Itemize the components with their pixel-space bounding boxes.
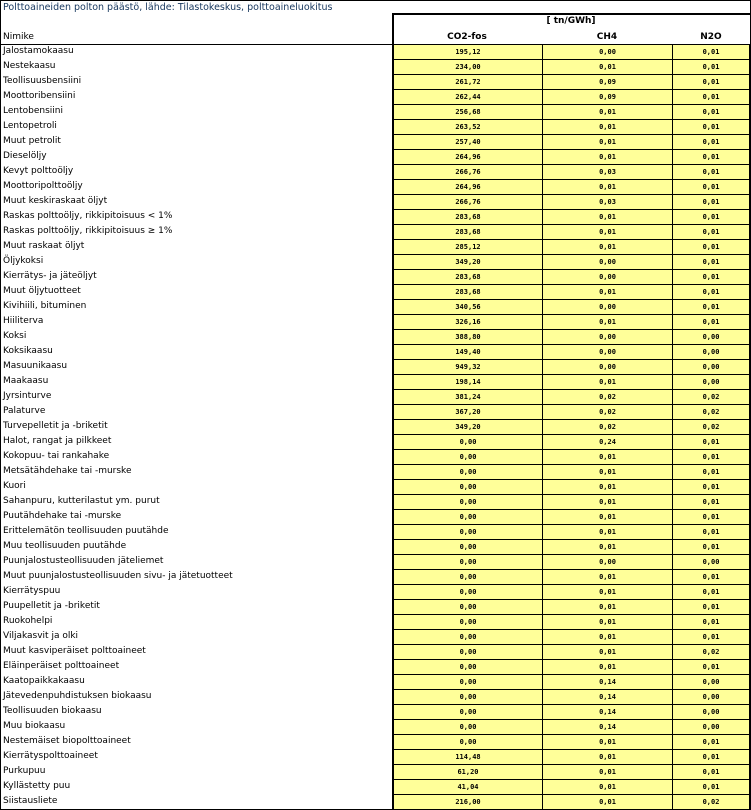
n2o-cell[interactable]: 0,02 [672,795,750,810]
ch4-cell[interactable]: 0,01 [542,450,672,465]
co2-cell[interactable]: 0,00 [392,675,542,690]
row-name: Muu teollisuuden puutähde [3,541,127,551]
ch4-cell[interactable]: 0,01 [542,630,672,645]
row-name: Lentobensiini [3,106,63,116]
ch4-cell[interactable]: 0,01 [542,375,672,390]
row-name: Dieselöljy [3,151,47,161]
table-row [1,705,751,720]
row-name: Muut kasviperäiset polttoaineet [3,646,146,656]
co2-cell[interactable]: 198,14 [392,375,542,390]
row-name: Halot, rangat ja pilkkeet [3,436,112,446]
ch4-cell[interactable]: 0,01 [542,510,672,525]
ch4-cell[interactable]: 0,01 [542,240,672,255]
table-row [1,60,751,75]
column-header-co2: CO2-fos [447,32,487,42]
n2o-cell[interactable]: 0,01 [672,180,750,195]
row-name: Nestemäiset biopolttoaineet [3,736,131,746]
ch4-cell[interactable]: 0,01 [542,795,672,810]
ch4-cell[interactable]: 0,09 [542,75,672,90]
n2o-cell[interactable]: 0,01 [672,780,750,795]
co2-cell[interactable]: 0,00 [392,540,542,555]
ch4-cell[interactable]: 0,01 [542,120,672,135]
row-name: Kuori [3,481,26,491]
row-name: Viljakasvit ja olki [3,631,79,641]
co2-cell[interactable]: 349,20 [392,420,542,435]
n2o-cell[interactable]: 0,01 [672,315,750,330]
ch4-cell[interactable]: 0,01 [542,525,672,540]
table-row [1,405,751,420]
row-name: Sahanpuru, kutterilastut ym. purut [3,496,160,506]
n2o-cell[interactable]: 0,01 [672,540,750,555]
ch4-cell[interactable]: 0,00 [542,555,672,570]
n2o-cell[interactable]: 0,01 [672,240,750,255]
ch4-cell[interactable]: 0,00 [542,345,672,360]
co2-cell[interactable]: 266,76 [392,165,542,180]
row-name: Muut raskaat öljyt [3,241,85,251]
co2-cell[interactable]: 381,24 [392,390,542,405]
ch4-cell[interactable]: 0,01 [542,585,672,600]
n2o-cell[interactable]: 0,01 [672,525,750,540]
ch4-cell[interactable]: 0,01 [542,210,672,225]
n2o-cell[interactable]: 0,00 [672,720,750,735]
table-row [1,360,751,375]
row-name: Puutähdehake tai -murske [3,511,122,521]
table-row [1,675,751,690]
co2-cell[interactable]: 388,80 [392,330,542,345]
table-row [1,585,751,600]
n2o-cell[interactable]: 0,01 [672,120,750,135]
row-name: Purkupuu [3,766,46,776]
n2o-cell[interactable]: 0,01 [672,285,750,300]
unit-label: [ tn/GWh] [546,16,596,26]
ch4-cell[interactable]: 0,01 [542,225,672,240]
n2o-cell[interactable]: 0,01 [672,195,750,210]
table-row [1,720,751,735]
co2-cell[interactable]: 340,56 [392,300,542,315]
row-name: Koksi [3,331,27,341]
n2o-cell[interactable]: 0,00 [672,690,750,705]
n2o-cell[interactable]: 0,01 [672,495,750,510]
co2-cell[interactable]: 262,44 [392,90,542,105]
ch4-cell[interactable]: 0,01 [542,540,672,555]
co2-cell[interactable]: 61,20 [392,765,542,780]
n2o-cell[interactable]: 0,01 [672,150,750,165]
table-row [1,600,751,615]
co2-cell[interactable]: 264,96 [392,150,542,165]
ch4-cell[interactable]: 0,00 [542,360,672,375]
n2o-cell[interactable]: 0,01 [672,90,750,105]
row-name: Muut öljytuotteet [3,286,81,296]
n2o-cell[interactable]: 0,00 [672,360,750,375]
row-name: Maakaasu [3,376,49,386]
n2o-cell[interactable]: 0,02 [672,405,750,420]
table-row [1,780,751,795]
row-name: Erittelemätön teollisuuden puutähde [3,526,169,536]
co2-cell[interactable]: 0,00 [392,495,542,510]
row-name: Kierrätys- ja jäteöljyt [3,271,97,281]
n2o-cell[interactable]: 0,01 [672,600,750,615]
n2o-cell[interactable]: 0,02 [672,420,750,435]
n2o-cell[interactable]: 0,01 [672,45,750,60]
n2o-cell[interactable]: 0,01 [672,435,750,450]
table-row [1,435,751,450]
table-row [1,420,751,435]
n2o-cell[interactable]: 0,00 [672,555,750,570]
row-name: Kyllästetty puu [3,781,71,791]
table-row [1,660,751,675]
column-header-name: Nimike [3,32,34,42]
ch4-cell[interactable]: 0,01 [542,765,672,780]
n2o-cell[interactable]: 0,01 [672,270,750,285]
table-row [1,645,751,660]
n2o-cell[interactable]: 0,01 [672,510,750,525]
table-row [1,540,751,555]
n2o-cell[interactable]: 0,00 [672,375,750,390]
row-name: Teollisuusbensiini [3,76,82,86]
co2-cell[interactable]: 0,00 [392,720,542,735]
co2-cell[interactable]: 285,12 [392,240,542,255]
ch4-cell[interactable]: 0,00 [542,330,672,345]
table-row [1,555,751,570]
row-name: Lentopetroli [3,121,57,131]
sheet-title: Polttoaineiden polton päästö, lähde: Tilastokeskus, polttoaineluokitus [3,2,333,13]
table-row [1,390,751,405]
ch4-cell[interactable]: 0,01 [542,660,672,675]
table-row [1,90,751,105]
co2-cell[interactable]: 283,68 [392,210,542,225]
co2-cell[interactable]: 0,00 [392,435,542,450]
table-row [1,630,751,645]
row-name: Kevyt polttoöljy [3,166,74,176]
n2o-cell[interactable]: 0,01 [672,210,750,225]
ch4-cell[interactable]: 0,00 [542,300,672,315]
n2o-cell[interactable]: 0,01 [672,480,750,495]
row-name: Muut petrolit [3,136,61,146]
co2-cell[interactable]: 0,00 [392,510,542,525]
row-name: Muut keskiraskaat öljyt [3,196,108,206]
table-row [1,45,751,60]
co2-cell[interactable]: 349,20 [392,255,542,270]
n2o-cell[interactable]: 0,00 [672,705,750,720]
n2o-cell[interactable]: 0,01 [672,75,750,90]
co2-cell[interactable]: 149,40 [392,345,542,360]
row-name: Koksikaasu [3,346,53,356]
ch4-cell[interactable]: 0,00 [542,255,672,270]
row-name: Eläinperäiset polttoaineet [3,661,120,671]
row-name: Öljykoksi [3,256,44,266]
n2o-cell[interactable]: 0,01 [672,255,750,270]
ch4-cell[interactable]: 0,01 [542,750,672,765]
ch4-cell[interactable]: 0,01 [542,645,672,660]
ch4-cell[interactable]: 0,01 [542,495,672,510]
co2-cell[interactable]: 326,16 [392,315,542,330]
table-row [1,330,751,345]
table-row [1,105,751,120]
n2o-cell[interactable]: 0,01 [672,465,750,480]
co2-cell[interactable]: 0,00 [392,600,542,615]
row-name: Kaatopaikkakaasu [3,676,85,686]
co2-cell[interactable]: 216,00 [392,795,542,810]
table-row [1,135,751,150]
table-row [1,495,751,510]
co2-cell[interactable]: 283,68 [392,225,542,240]
co2-cell[interactable]: 0,00 [392,585,542,600]
n2o-cell[interactable]: 0,01 [672,750,750,765]
table-row [1,450,751,465]
ch4-cell[interactable]: 0,00 [542,270,672,285]
n2o-cell[interactable]: 0,01 [672,585,750,600]
n2o-cell[interactable]: 0,01 [672,615,750,630]
table-row [1,570,751,585]
ch4-cell[interactable]: 0,09 [542,90,672,105]
ch4-cell[interactable]: 0,01 [542,315,672,330]
row-name: Nestekaasu [3,61,56,71]
row-name: Jyrsinturve [3,391,52,401]
co2-cell[interactable]: 0,00 [392,480,542,495]
co2-cell[interactable]: 41,04 [392,780,542,795]
table-row [1,225,751,240]
table-row [1,525,751,540]
column-header-n2o: N2O [700,32,722,42]
table-row [1,795,751,810]
table-row [1,210,751,225]
n2o-cell[interactable]: 0,01 [672,225,750,240]
ch4-cell[interactable]: 0,00 [542,45,672,60]
ch4-cell[interactable]: 0,01 [542,285,672,300]
n2o-cell[interactable]: 0,00 [672,330,750,345]
co2-cell[interactable]: 0,00 [392,705,542,720]
row-name: Raskas polttoöljy, rikkipitoisuus ≥ 1% [3,226,173,236]
row-name: Masuunikaasu [3,361,68,371]
co2-cell[interactable]: 0,00 [392,645,542,660]
table-row [1,480,751,495]
n2o-cell[interactable]: 0,01 [672,165,750,180]
n2o-cell[interactable]: 0,01 [672,660,750,675]
table-row [1,300,751,315]
ch4-cell[interactable]: 0,01 [542,735,672,750]
ch4-cell[interactable]: 0,01 [542,615,672,630]
co2-cell[interactable]: 0,00 [392,525,542,540]
table-body [1,45,751,810]
ch4-cell[interactable]: 0,14 [542,720,672,735]
table-row [1,120,751,135]
table-row [1,180,751,195]
ch4-cell[interactable]: 0,14 [542,690,672,705]
table-row [1,765,751,780]
co2-cell[interactable]: 195,12 [392,45,542,60]
co2-cell[interactable]: 0,00 [392,630,542,645]
row-name: Jalostamokaasu [3,46,74,56]
row-name: Puupelletit ja -briketit [3,601,100,611]
row-name: Teollisuuden biokaasu [3,706,102,716]
row-name: Puunjalostusteollisuuden jäteliemet [3,556,164,566]
co2-cell[interactable]: 0,00 [392,690,542,705]
row-name: Palaturve [3,406,46,416]
row-name: Hiiliterva [3,316,44,326]
co2-cell[interactable]: 0,00 [392,615,542,630]
table-row [1,690,751,705]
ch4-cell[interactable]: 0,24 [542,435,672,450]
co2-cell[interactable]: 0,00 [392,570,542,585]
ch4-cell[interactable]: 0,01 [542,60,672,75]
n2o-cell[interactable]: 0,00 [672,675,750,690]
co2-cell[interactable]: 264,96 [392,180,542,195]
co2-cell[interactable]: 0,00 [392,465,542,480]
ch4-cell[interactable]: 0,01 [542,600,672,615]
row-name: Moottoribensiini [3,91,76,101]
table-row [1,375,751,390]
co2-cell[interactable]: 0,00 [392,450,542,465]
n2o-cell[interactable]: 0,02 [672,390,750,405]
ch4-cell[interactable]: 0,01 [542,105,672,120]
table-row [1,165,751,180]
row-name: Kierrätyspolttoaineet [3,751,98,761]
table-row [1,150,751,165]
row-name: Kivihiili, bituminen [3,301,87,311]
row-name: Moottoripolttoöljy [3,181,83,191]
row-name: Ruokohelpi [3,616,53,626]
row-name: Muu biokaasu [3,721,66,731]
ch4-cell[interactable]: 0,01 [542,150,672,165]
co2-cell[interactable]: 0,00 [392,660,542,675]
table-row [1,240,751,255]
co2-cell[interactable]: 367,20 [392,405,542,420]
row-name: Raskas polttoöljy, rikkipitoisuus < 1% [3,211,173,221]
table-row [1,345,751,360]
table-row [1,510,751,525]
co2-cell[interactable]: 0,00 [392,555,542,570]
n2o-cell[interactable]: 0,01 [672,60,750,75]
ch4-cell[interactable]: 0,03 [542,165,672,180]
co2-cell[interactable]: 234,00 [392,60,542,75]
n2o-cell[interactable]: 0,01 [672,300,750,315]
ch4-cell[interactable]: 0,02 [542,390,672,405]
row-name: Metsätähdehake tai -murske [3,466,132,476]
co2-cell[interactable]: 283,68 [392,270,542,285]
ch4-cell[interactable]: 0,01 [542,135,672,150]
n2o-cell[interactable]: 0,01 [672,135,750,150]
ch4-cell[interactable]: 0,01 [542,780,672,795]
co2-cell[interactable]: 257,40 [392,135,542,150]
ch4-cell[interactable]: 0,02 [542,420,672,435]
ch4-cell[interactable]: 0,01 [542,465,672,480]
row-name: Siistausliete [3,796,58,806]
table-row [1,615,751,630]
table-row [1,750,751,765]
table-row [1,465,751,480]
n2o-cell[interactable]: 0,00 [672,345,750,360]
n2o-cell[interactable]: 0,02 [672,645,750,660]
row-name: Turvepelletit ja -briketit [3,421,108,431]
co2-cell[interactable]: 283,68 [392,285,542,300]
table-row [1,735,751,750]
ch4-cell[interactable]: 0,03 [542,195,672,210]
co2-cell[interactable]: 263,52 [392,120,542,135]
n2o-cell[interactable]: 0,01 [672,450,750,465]
ch4-cell[interactable]: 0,02 [542,405,672,420]
row-name: Kierrätyspuu [3,586,61,596]
row-name: Muut puunjalostusteollisuuden sivu- ja jätetuotteet [3,571,233,581]
co2-cell[interactable]: 114,48 [392,750,542,765]
co2-cell[interactable]: 256,68 [392,105,542,120]
table-row [1,285,751,300]
co2-cell[interactable]: 949,32 [392,360,542,375]
ch4-cell[interactable]: 0,14 [542,675,672,690]
ch4-cell[interactable]: 0,01 [542,480,672,495]
column-header-ch4: CH4 [596,32,618,42]
ch4-cell[interactable]: 0,01 [542,180,672,195]
co2-cell[interactable]: 266,76 [392,195,542,210]
row-name: Jätevedenpuhdistuksen biokaasu [3,691,152,701]
table-row [1,255,751,270]
table-row [1,315,751,330]
n2o-cell[interactable]: 0,01 [672,735,750,750]
ch4-cell[interactable]: 0,14 [542,705,672,720]
table-row [1,270,751,285]
row-name: Kokopuu- tai rankahake [3,451,110,461]
n2o-cell[interactable]: 0,01 [672,105,750,120]
n2o-cell[interactable]: 0,01 [672,570,750,585]
table-row [1,195,751,210]
ch4-cell[interactable]: 0,01 [542,570,672,585]
co2-cell[interactable]: 261,72 [392,75,542,90]
table-row [1,75,751,90]
co2-cell[interactable]: 0,00 [392,735,542,750]
n2o-cell[interactable]: 0,01 [672,630,750,645]
n2o-cell[interactable]: 0,01 [672,765,750,780]
